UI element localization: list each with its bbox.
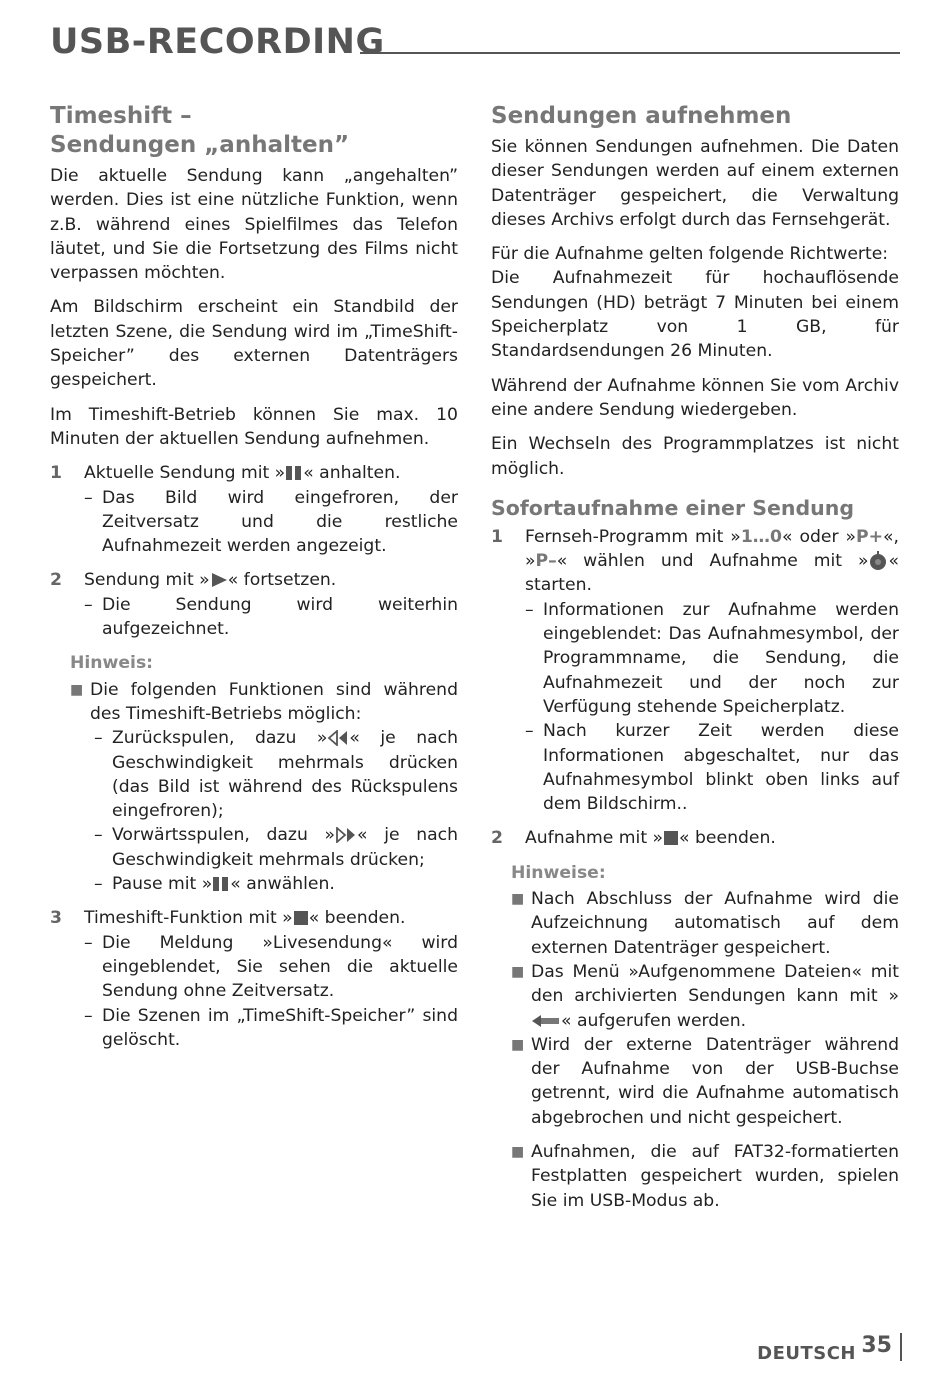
play-icon [210, 572, 228, 588]
timeshift-heading-line2: Sendungen „anhalten” [50, 132, 350, 158]
step-text: Timeshift-Funktion mit » [84, 908, 293, 929]
fast-forward-icon [335, 827, 357, 843]
hint-item-rewind: – Zurückspulen, dazu » « je nach Geschwindigkeit mehrmals drücken (das Bild ist während des Rückspulens eingefroren); [94, 728, 459, 822]
square-bullet-icon: ■ [511, 1143, 525, 1160]
hint-item-pause: – Pause mit » « anwählen. [94, 874, 335, 895]
square-bullet-icon: ■ [511, 1036, 525, 1053]
step-detail: Das Bild wird eingefroren, der Zeitversatz und die restliche Aufnahmezeit werden angezeigt. [102, 487, 458, 557]
archive-back-icon [531, 1014, 561, 1028]
stop-icon [663, 830, 679, 846]
step-2: 2 Aufnahme mit » « beenden. [491, 826, 899, 850]
step-number: 3 [50, 908, 62, 929]
step-detail: Die Szenen im „TimeShift-Speicher” sind gelöscht. [102, 1005, 458, 1050]
step-number: 2 [491, 828, 503, 849]
step-2: 2 Sendung mit » « fortsetzen. – Die Sendung wird weiterhin aufgezeichnet. [50, 568, 458, 641]
step-detail: Nach kurzer Zeit werden diese Informationen abgeschaltet, nur das Aufnahmesymbol blinkt oben links auf dem Bildschirm.. [543, 721, 899, 815]
paragraph: Im Timeshift-Betrieb können Sie max. 10 Minuten der aktuellen Sendung aufnehmen. [50, 404, 458, 449]
paragraph: Am Bildschirm erscheint ein Standbild der letzten Szene, die Sendung wird im „TimeShift-Speicher” des externen Datenträgers gespeichert. [50, 297, 458, 391]
pause-icon [212, 876, 230, 892]
paragraph: Die aktuelle Sendung kann „angehalten” werden. Dies ist eine nützliche Funktion, wenn z.B. während eines Spielfilmes das Telefon läutet, und Sie die Fortsetzung des Films nicht verpassen möchten. [50, 166, 458, 284]
step-text: « anhalten. [303, 463, 401, 484]
hint-bullet: ■ Aufnahmen, die auf FAT32-formatierten Festplatten gespeichert wurden, spielen Sie im USB-Modus ab. [511, 1140, 899, 1213]
square-bullet-icon: ■ [70, 681, 84, 698]
left-column [50, 102, 458, 1062]
page-title: USB-RECORDING [50, 22, 385, 62]
step-text: « fortsetzen. [227, 570, 337, 591]
step-text: Sendung mit » [84, 570, 210, 591]
stop-icon [293, 910, 309, 926]
step-number: 2 [50, 570, 62, 591]
step-number: 1 [491, 526, 503, 547]
timeshift-heading-line1: Timeshift – [50, 103, 192, 129]
square-bullet-icon: ■ [511, 963, 525, 980]
paragraph: Für die Aufnahme gelten folgende Richtwerte: Die Aufnahmezeit für hochauflösende Sendungen (HD) beträgt 7 Minuten bei einem Speicherplatz von 1 GB, für Standardsendungen 26 Minuten. [491, 244, 899, 362]
record-heading: Sendungen aufnehmen [491, 103, 792, 129]
pause-icon [285, 465, 303, 481]
footer-bar [900, 1333, 902, 1361]
hint-bullet: ■ Nach Abschluss der Aufnahme wird die Aufzeichnung automatisch auf dem externen Datenträger gespeichert. [511, 887, 899, 960]
step-1: 1 Fernseh-Programm mit »1…0« oder »P+«, »P–« wählen und Aufnahme mit » « starten. – Informationen zur Aufnahme werden eingeblendet: Das Aufnahmesymbol, der Programmname, die Sendung, die Aufnahmezeit und der noch zur Verfügung stehende Speicherplatz. – Nach kurzer Zeit werden diese Informationen abgeschaltet, nur das Aufnahmesymbol blinkt oben links auf dem Bildschirm.. [491, 525, 899, 817]
paragraph: Während der Aufnahme können Sie vom Archiv eine andere Sendung wiedergeben. [491, 375, 899, 420]
step-detail: Informationen zur Aufnahme werden eingeblendet: Das Aufnahmesymbol, der Programmname, die Sendung, die Aufnahmezeit und der noch zur Verfügung stehende Speicherplatz. [543, 599, 899, 717]
hint-title: Hinweis: [70, 653, 154, 674]
rewind-icon [327, 730, 349, 746]
instant-record-heading: Sofortaufnahme einer Sendung [491, 495, 855, 520]
step-detail: Die Meldung »Livesendung« wird eingeblendet, Sie sehen die aktuelle Sendung ohne Zeitversatz. [102, 932, 458, 1002]
step-number: 1 [50, 463, 62, 484]
hint-item-forward: – Vorwärtsspulen, dazu » « je nach Geschwindigkeit mehrmals drücken; [94, 825, 458, 870]
hint-bullet: ■ Wird der externe Datenträger während der Aufnahme von der USB-Buchse getrennt, wird die Aufnahme automatisch abgebrochen und nicht gespeichert. [511, 1033, 899, 1130]
key-label: 1…0 [740, 526, 782, 547]
hint-bullet: ■ Das Menü »Aufgenommene Dateien« mit den archivierten Sendungen kann mit »« aufgerufen werden. [511, 960, 899, 1033]
paragraph: Sie können Sendungen aufnehmen. Die Daten dieser Sendungen werden auf einem externen Datenträger gespeichert, die Verwaltung dieses Archivs erfolgt durch das Fernsehgerät. [491, 137, 899, 230]
header-rule [360, 52, 900, 54]
page-number: 35 [861, 1333, 892, 1358]
key-label: P– [535, 551, 557, 572]
hint-title: Hinweise: [511, 862, 606, 883]
page-header [50, 18, 900, 66]
square-bullet-icon: ■ [511, 891, 525, 908]
hint-bullet: ■ Die folgenden Funktionen sind während des Timeshift-Betriebs möglich: [70, 678, 458, 727]
footer-language: DEUTSCH [757, 1343, 856, 1364]
step-3: 3 Timeshift-Funktion mit » « beenden. – Die Meldung »Livesendung« wird eingeblendet, Sie sehen die aktuelle Sendung ohne Zeitversatz. – Die Szenen im „TimeShift-Speicher” sind gelöscht. [50, 906, 458, 1052]
step-1: 1 Aktuelle Sendung mit » « anhalten. – Das Bild wird eingefroren, der Zeitversatz und die restliche Aufnahmezeit werden angezeigt. [50, 461, 458, 558]
right-column [491, 102, 899, 1213]
step-detail: Die Sendung wird weiterhin aufgezeichnet. [102, 594, 458, 640]
step-text: « beenden. [308, 908, 406, 929]
step-text: Aktuelle Sendung mit » [84, 463, 286, 484]
record-icon [868, 551, 888, 571]
key-label: P+ [856, 526, 884, 547]
paragraph: Ein Wechseln des Programmplatzes ist nicht möglich. [491, 434, 899, 479]
timeshift-heading [50, 102, 458, 160]
